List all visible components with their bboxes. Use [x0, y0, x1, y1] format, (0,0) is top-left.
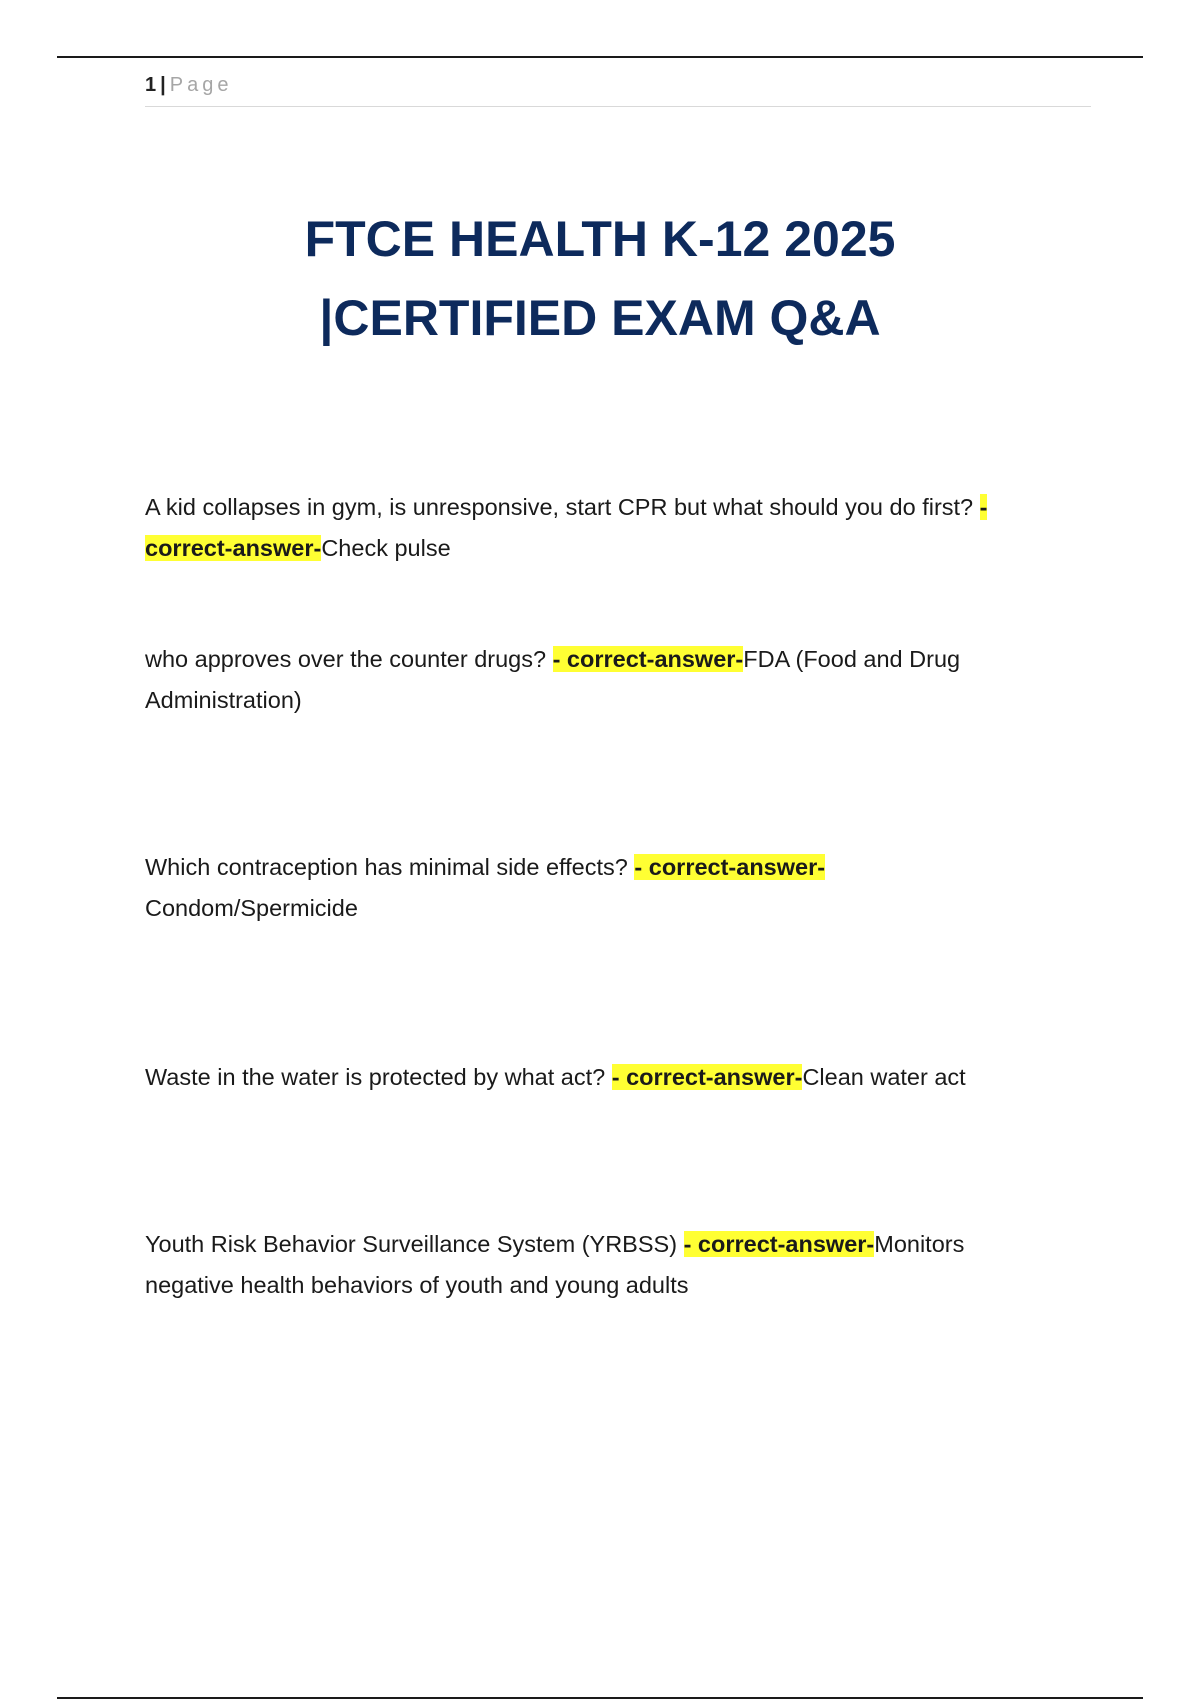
page-separator: | [160, 74, 166, 96]
title-line-2: |CERTIFIED EXAM Q&A [319, 290, 881, 346]
title-line-1: FTCE HEALTH K-12 2025 [304, 211, 896, 267]
correct-answer-tag: - correct-answer- [683, 1231, 875, 1257]
correct-answer-tag: - correct-answer- [611, 1064, 803, 1090]
page-number: 1 [145, 74, 157, 96]
question-text: Youth Risk Behavior Surveillance System (YRBSS) [145, 1231, 684, 1257]
qa-item [145, 847, 905, 929]
question-text: A kid collapses in gym, is unresponsive, start CPR but what should you do first? [145, 494, 980, 520]
question-text: Which contraception has minimal side effects? [145, 854, 635, 880]
question-text: who approves over the counter drugs? [145, 646, 553, 672]
answer-text: FDA (Food and Drug Administration) [145, 646, 961, 713]
document-title [100, 200, 1100, 358]
qa-item [145, 1224, 1045, 1306]
bottom-rule [57, 1697, 1143, 1699]
answer-text: Check pulse [321, 535, 451, 561]
answer-text: Monitors negative health behaviors of youth and young adults [145, 1231, 965, 1298]
qa-item [145, 639, 1045, 721]
qa-item [145, 1057, 1075, 1098]
answer-text: Clean water act [802, 1064, 966, 1090]
correct-answer-tag: - correct-answer- [145, 494, 988, 561]
page-label: Page [169, 74, 233, 96]
qa-item [145, 487, 1075, 569]
correct-answer-tag: - correct-answer- [634, 854, 826, 880]
question-text: Waste in the water is protected by what act? [145, 1064, 612, 1090]
correct-answer-tag: - correct-answer- [552, 646, 744, 672]
page-header [145, 74, 1091, 107]
answer-text: Condom/Spermicide [145, 895, 358, 921]
top-rule [57, 56, 1143, 58]
